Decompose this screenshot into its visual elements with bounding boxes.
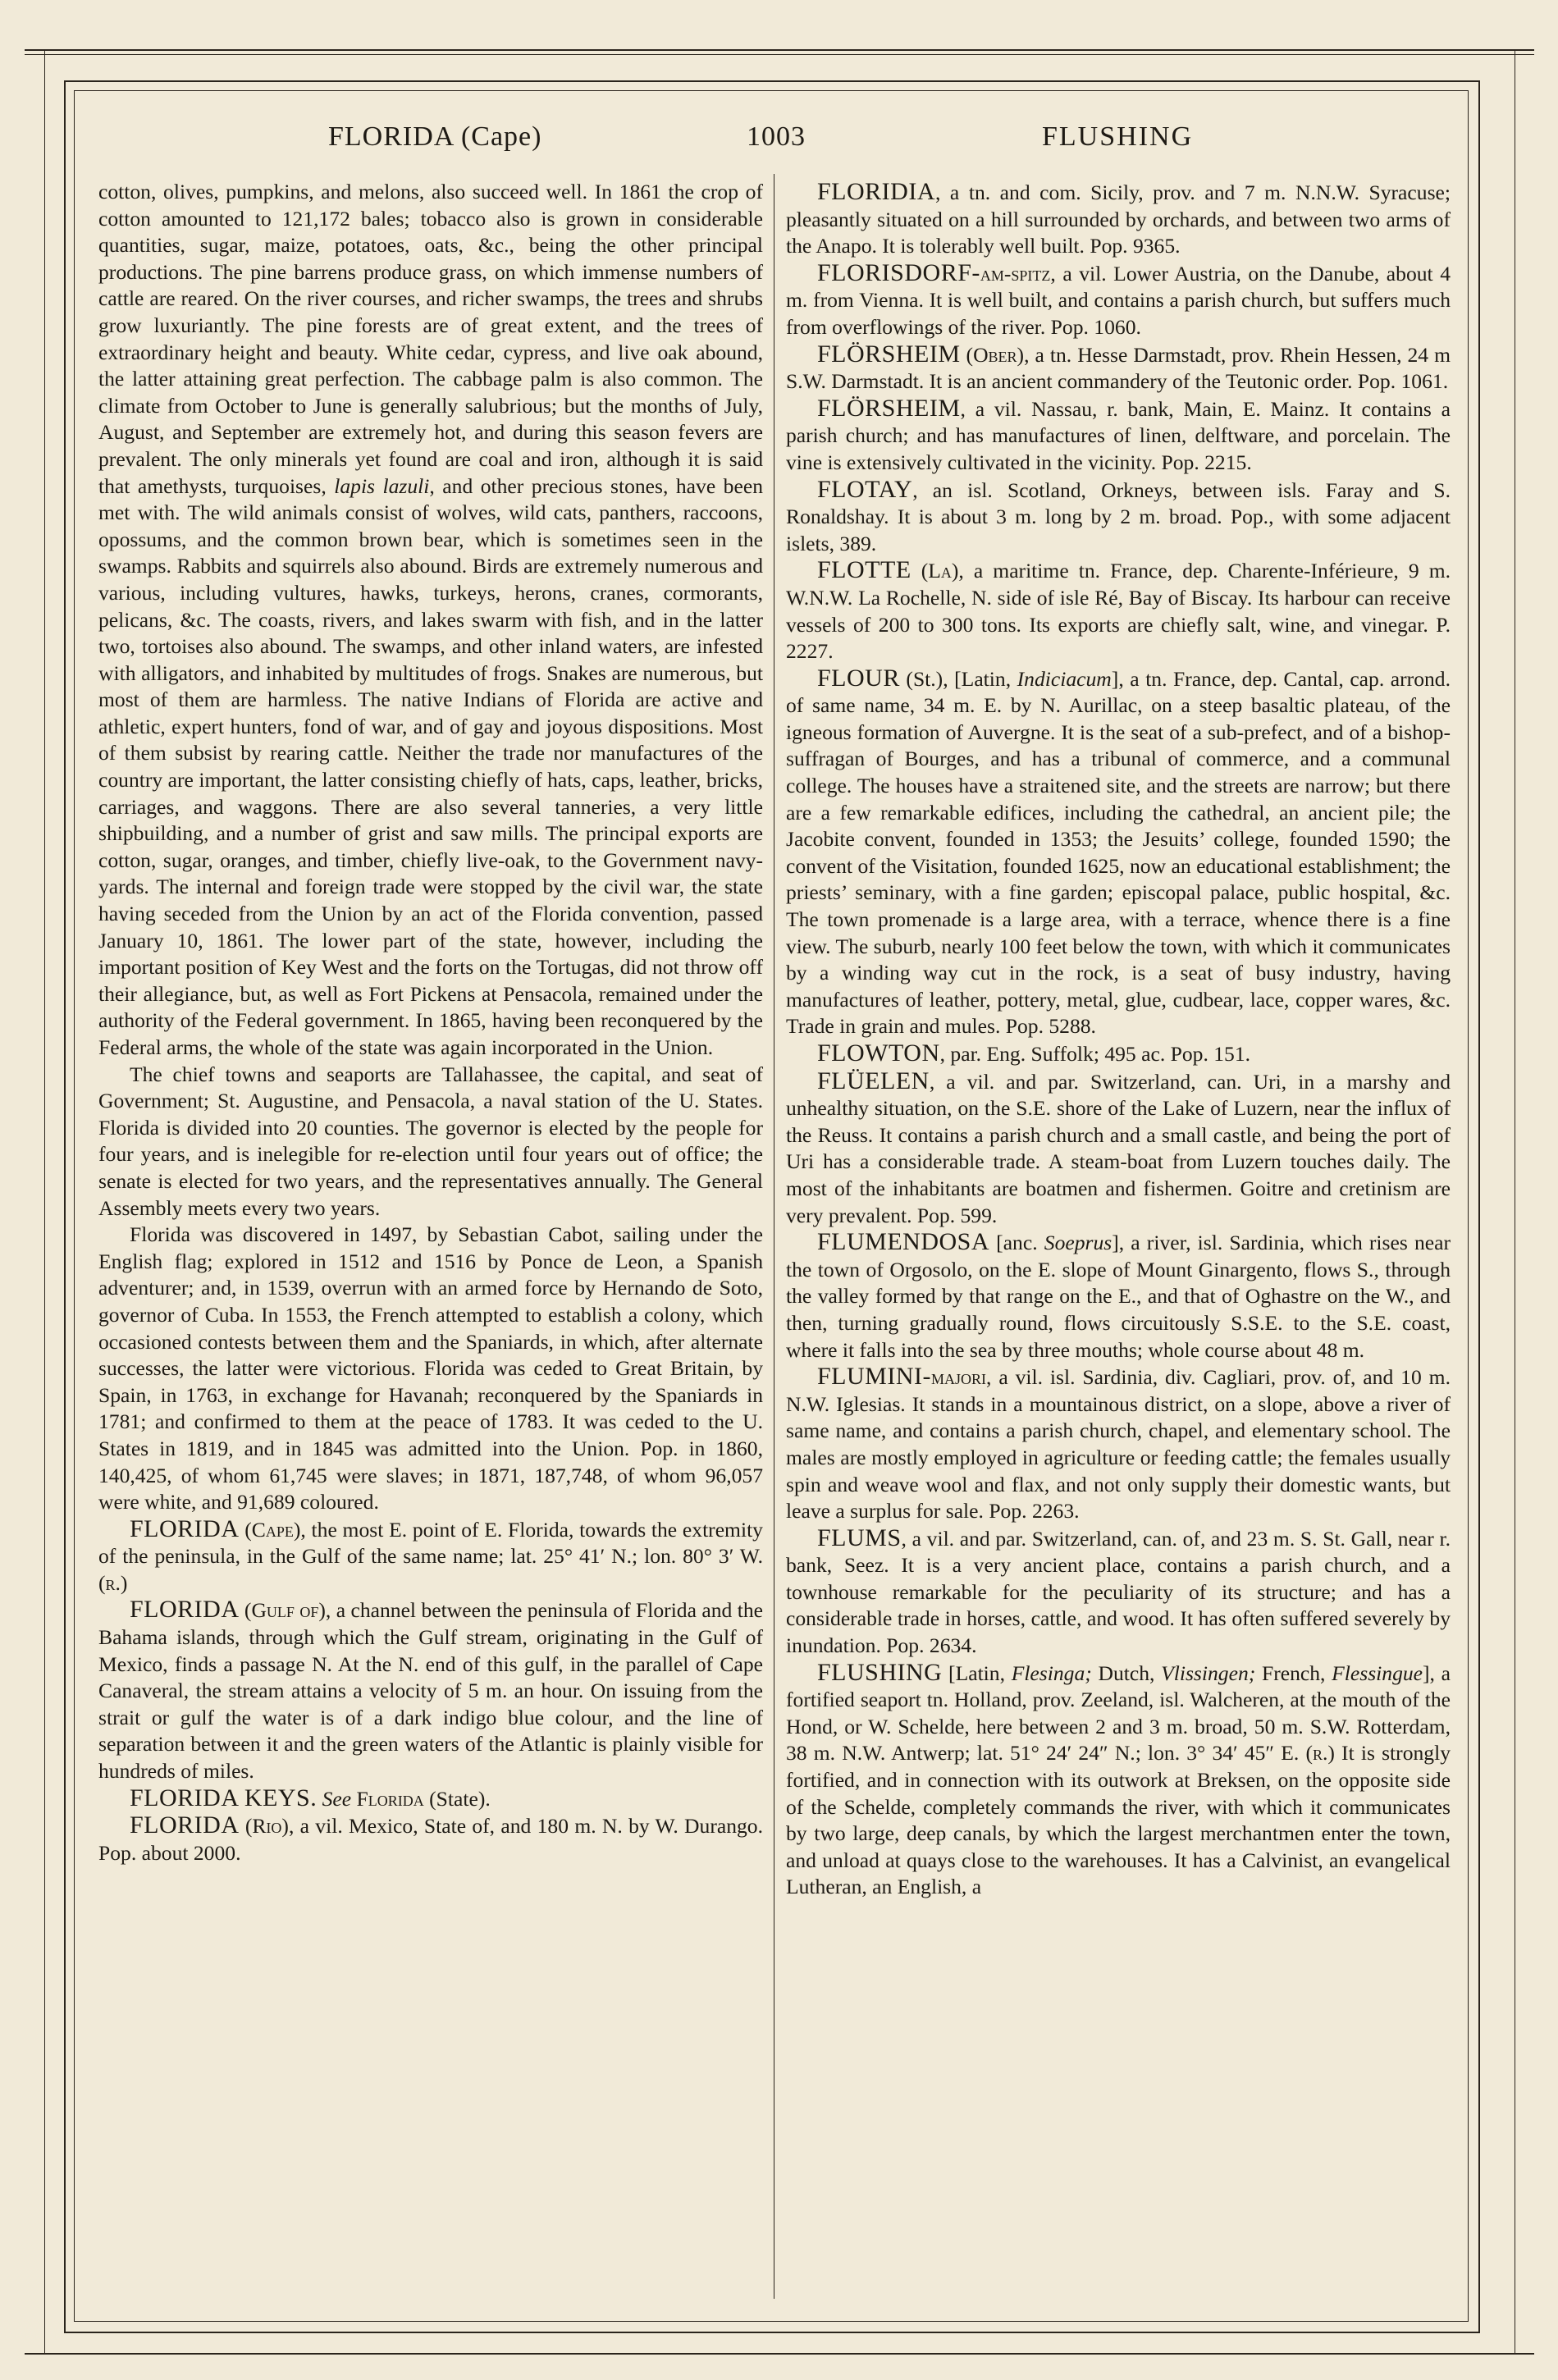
gazetteer-entry	[786, 477, 1451, 558]
entry-text: (Cape)	[239, 1517, 301, 1542]
entry-text: (Rio)	[239, 1814, 289, 1839]
gazetteer-entry	[98, 1785, 763, 1813]
entry-text: , and other precious stones, have been met with. The wild animals consist of wolves, wild cats, panthers, raccoons, opossums, and the common brown bear, which is sometimes seen in the swamps. Rabbits and squirrels also abound. Birds are extremely numerous and various, including vultures, hawks, turkeys, herons, cranes, cormorants, pelicans, &c. The coasts, rivers, and lakes swarm with fish, and in the latter two, tortoises also abound. The swamps, and other inland waters, are infested with alligators, and inhabited by multitudes of frogs. Snakes are numerous, but most of them are harmless. The native Indians of Florida are active and athletic, expert hunters, fond of war, and of gay and joyous dispositions. Most of them subsist by rearing cattle. Neither the trade nor manufactures of the country are important, the latter consisting chiefly of hats, caps, leather, bricks, carriages, and waggons. There are also several tanneries, a very little shipbuilding, and a number of grist and saw mills. The principal exports are cotton, sugar, oranges, and timber, chiefly live-oak, to the Government navy-yards. The internal and foreign trade were stopped by the civil war, the state having seceded from the Union by an act of the Florida convention, passed January 10, 1861. The lower part of the state, however, including the important position of Key West and the forts on the Tortugas, did not throw off their allegiance, but, as well as Fort Pickens at Pensacola, remained under the authority of the Federal government. In 1865, having been reconquered by the Federal arms, the whole of the state was again incorporated in the Union.	[98, 473, 763, 1059]
gazetteer-entry	[786, 557, 1451, 665]
entry-headword: FLORIDA	[130, 1514, 240, 1542]
entry-headword: FLOUR	[817, 664, 900, 692]
right-column	[786, 179, 1451, 1901]
entry-text: (r.)	[98, 1570, 128, 1595]
entry-text: Flesinga;	[1011, 1661, 1092, 1685]
gazetteer-entry	[786, 1660, 1451, 1901]
header-left-entry: FLORIDA (Cape)	[328, 121, 542, 152]
entry-text: majori	[931, 1365, 987, 1390]
entry-headword: FLÖRSHEIM	[817, 394, 961, 422]
entry-text: (Gulf of)	[239, 1598, 326, 1623]
gazetteer-entry	[786, 395, 1451, 477]
entry-text: Vlissingen;	[1161, 1661, 1256, 1685]
entry-text: , par. Eng. Suffolk; 495 ac. Pop. 151.	[939, 1042, 1251, 1066]
entry-headword: FLÖRSHEIM	[817, 340, 961, 368]
entry-text: (La)	[911, 559, 959, 583]
entry-headword: FLOTAY	[817, 475, 913, 503]
gazetteer-entry	[786, 1040, 1451, 1068]
entry-text: ], a fortified seaport tn. Holland, prov. Zeeland, isl. Walcheren, at the mouth of the Hond, or W. Schelde, here between 2 and 3 m. broad, 50 m. S.W. Rotterdam, 38 m. N.W. Antwerp; lat. 51° 24′ 24″ N.; lon. 3° 34′ 45″ E.	[786, 1661, 1451, 1766]
entry-text: Dutch,	[1091, 1661, 1162, 1685]
entry-text: [Latin,	[942, 1661, 1012, 1685]
entry-text: , a vil. Lower Austria, on the Danube, about 4 m. from Vienna. It is well built, and contains a parish church, but suffers much from overflowings of the river. Pop. 1060.	[786, 261, 1451, 339]
entry-text: [anc.	[989, 1231, 1044, 1255]
entry-headword: FLORIDIA	[817, 178, 935, 205]
entry-text: , a vil. and par. Switzerland, can. of, and 23 m. S. St. Gall, near r. bank, Seez. It is a very ancient place, contains a parish church, and a townhouse remarkable for the peculiarity of its structure; and has a considerable trade in horses, cattle, and wood. It has often suffered severely by inundation. Pop. 2634.	[786, 1526, 1451, 1658]
paragraph	[98, 1222, 763, 1516]
entry-text: , an isl. Scotland, Orkneys, between isls. Faray and S. Ronaldshay. It is about 3 m. long by 2 m. broad. Pop., with some adjacent islets, 389.	[786, 477, 1451, 555]
entry-text: (State).	[423, 1786, 491, 1811]
paragraph	[98, 1062, 763, 1222]
entry-text: , a tn. Hesse Darmstadt, prov. Rhein Hessen, 24 m S.W. Darmstadt. It is an ancient commandery of the Teutonic order. Pop. 1061.	[786, 342, 1451, 394]
entry-text: (St.), [Latin,	[899, 666, 1017, 691]
gazetteer-entry	[786, 341, 1451, 395]
entry-text: , a tn. and com. Sicily, prov. and 7 m. N.N.W. Syracuse; pleasantly situated on a hill surrounded by orchards, and between two arms of the Anapo. It is tolerably well built. Pop. 9365.	[786, 180, 1451, 258]
entry-text: Indiciacum	[1017, 666, 1112, 691]
entry-text: The chief towns and seaports are Tallahassee, the capital, and seat of Government; St. Augustine, and Pensacola, a naval station of the U. States. Florida is divided into 20 counties. The governor is elected by the people for four years, and is inelegible for re-election until four years out of office; the senate is elected for two years, and the representatives annually. The General Assembly meets every two years.	[98, 1062, 763, 1220]
entry-text: Florida	[351, 1786, 424, 1811]
gazetteer-entry	[98, 1597, 763, 1784]
gazetteer-entry	[786, 1229, 1451, 1364]
gazetteer-entry	[786, 1068, 1451, 1230]
entry-text: Florida was discovered in 1497, by Sebastian Cabot, sailing under the English flag; explored in 1512 and 1516 by Ponce de Leon, a Spanish adventurer; and, in 1539, overrun with an armed force by Hernando de Soto, governor of Cuba. In 1553, the French attempted to establish a colony, which occasioned contests between them and the Spaniards, in which, after alternate successes, the latter were victorious. Florida was ceded to Great Britain, by Spain, in 1763, in exchange for Havanah; reconquered by the Spaniards in 1781; and confirmed to them at the peace of 1783. It was ceded to the U. States in 1819, and in 1845 was admitted into the Union. Pop. in 1860, 140,425, of whom 61,745 were slaves; in 1871, 187,748, of whom 96,057 were white, and 91,689 coloured.	[98, 1222, 763, 1514]
entry-headword: FLOWTON	[817, 1039, 940, 1067]
entry-text: Flessingue	[1332, 1661, 1423, 1685]
entry-text: am-spitz	[980, 261, 1051, 286]
gazetteer-entry	[786, 1364, 1451, 1525]
entry-text: , the most E. point of E. Florida, towards the extremity of the peninsula, in the Gulf of the same name; lat. 25° 41′ N.; lon. 80° 3′ W.	[98, 1517, 763, 1569]
entry-headword: FLORIDA KEYS.	[130, 1784, 318, 1811]
entry-headword: FLUMENDOSA	[817, 1228, 990, 1256]
entry-headword: FLUMINI-	[817, 1363, 931, 1391]
top-rule-inner	[25, 54, 1534, 55]
gazetteer-entry	[786, 260, 1451, 341]
entry-text: (r.)	[1305, 1741, 1335, 1766]
entry-text: cotton, olives, pumpkins, and melons, also succeed well. In 1861 the crop of cotton amounted to 121,172 bales; tobacco also is grown in considerable quantities, sugar, maize, potatoes, oats, &c., being the other principal productions. The pine barrens produce grass, on which immense numbers of cattle are reared. On the river courses, and richer swamps, the trees and shrubs grow luxuriantly. The pine forests are of great extent, and the trees of extraordinary height and beauty. White cedar, cypress, and live oak abound, the latter attaining great perfection. The cabbage palm is also common. The climate from October to June is generally salubrious; but the months of July, August, and September are extremely hot, and during this season fevers are prevalent. The only minerals yet found are coal and iron, although it is said that amethysts, turquoises,	[98, 180, 763, 498]
entry-headword: FLÜELEN	[817, 1067, 930, 1094]
left-margin-rule	[44, 49, 45, 2355]
header-right-entry: FLUSHING	[1042, 121, 1194, 152]
left-column	[98, 179, 763, 1866]
entry-text: , a vil. Nassau, r. bank, Main, E. Mainz. It contains a parish church; and has manufactures of linen, delftware, and porcelain. The vine is extensively cultivated in the vicinity. Pop. 2215.	[786, 396, 1451, 474]
entry-text: ], a tn. France, dep. Cantal, cap. arrond. of same name, 34 m. E. by N. Aurillac, on a steep basaltic plateau, of the igneous formation of Auvergne. It is the seat of a sub-prefect, and of a bishop-suffragan of Bourges, and has a tribunal of commerce, and a communal college. The houses have a straitened site, and the streets are narrow; but there are a few remarkable edifices, including the cathedral, an ancient pile; the Jacobite convent, founded in 1353; the Jesuits’ college, founded 1590; the convent of the Visitation, founded 1625, now an educational establishment; the priests’ seminary, with a fine garden; episcopal palace, public hospital, &c. The town promenade is a large area, with a terrace, whence there is a fine view. The suburb, nearly 100 feet below the town, with which it communicates by a winding way cut in the rock, is a seat of busy industry, having manufactures of leather, pottery, metal, glue, cudbear, lace, copper wares, &c. Trade in grain and mules. Pop. 5288.	[786, 666, 1451, 1039]
gazetteer-entry	[786, 665, 1451, 1040]
entry-headword: FLOTTE	[817, 556, 911, 584]
paragraph	[98, 179, 763, 1062]
entry-text: French,	[1255, 1661, 1332, 1685]
gazetteer-entry	[98, 1812, 763, 1866]
entry-text: See	[322, 1786, 352, 1811]
entry-text: (Ober)	[960, 342, 1025, 367]
entry-text: It is strongly fortified, and in connection with its outwork at Breksen, on the opposite side of the Schelde, completely commands the river, with which it communicates by two large, deep canals, by which the largest merchantmen enter the town, and unload at quays close to the warehouses. It has a Calvinist, an evangelical Lutheran, an English, a	[786, 1741, 1451, 1899]
gazetteer-entry	[786, 1525, 1451, 1660]
entry-text: ], a river, isl. Sardinia, which rises near the town of Orgosolo, on the E. slope of Mount Ginargento, flows S., through the valley formed by that range on the E., and that of Oghastre on the W., and then, turning gradually round, flows circuitously S.S.E. to the S.E. coast, where it falls into the sea by three mouths; whole course about 48 m.	[786, 1231, 1451, 1362]
entry-headword: FLORISDORF-	[817, 258, 980, 286]
running-header	[90, 121, 1460, 162]
entry-text: , a vil. Mexico, State of, and 180 m. N. by W. Durango. Pop. about 2000.	[98, 1814, 764, 1865]
gazetteer-entry	[98, 1516, 763, 1597]
entry-headword: FLORIDA	[130, 1596, 240, 1624]
gazetteer-entry	[786, 179, 1451, 260]
entry-text: , a maritime tn. France, dep. Charente-Inférieure, 9 m. W.N.W. La Rochelle, N. side of isle Ré, Bay of Biscay. Its harbour can receive vessels of 200 to 300 tons. Its exports are chiefly salt, wine, and vinegar. P. 2227.	[786, 559, 1451, 664]
entry-headword: FLUMS	[817, 1523, 902, 1551]
entry-text: , a vil. and par. Switzerland, can. Uri, in a marshy and unhealthy situation, on the S.E. shore of the Lake of Luzern, near the influx of the Reuss. It contains a parish church and a small castle, and being the port of Uri has a considerable trade. A steam-boat from Luzern touches daily. The most of the inhabitants are boatmen and fishermen. Goitre and cretinism are very prevalent. Pop. 599.	[786, 1069, 1451, 1227]
entry-headword: FLUSHING	[817, 1658, 943, 1686]
entry-text: Soeprus	[1044, 1231, 1113, 1255]
entry-headword: FLORIDA	[130, 1811, 240, 1839]
top-rule-outer	[25, 49, 1534, 51]
entry-text: lapis lazuli	[334, 473, 430, 498]
page-number: 1003	[747, 121, 806, 152]
entry-text: , a channel between the peninsula of Florida and the Bahama islands, through which the Gulf stream, originating in the Gulf of Mexico, finds a passage N. At the N. end of this gulf, in the parallel of Cape Canaveral, the stream attains a velocity of 5 m. an hour. On issuing from the strait or gulf the water is of a dark indigo blue colour, and the line of separation between it and the green waters of the Atlantic is plainly visible for hundreds of miles.	[98, 1598, 763, 1784]
bottom-rule	[25, 2353, 1534, 2355]
entry-text: , a vil. isl. Sardinia, div. Cagliari, prov. of, and 10 m. N.W. Iglesias. It stands in a mountainous district, on a slope, above a river of same name, and contains a parish church, chapel, and elementary school. The males are mostly employed in agriculture or feeding cattle; the females usually spin and weave wool and flax, and not only supply their domestic wants, but leave a surplus for sale. Pop. 2263.	[786, 1365, 1451, 1523]
